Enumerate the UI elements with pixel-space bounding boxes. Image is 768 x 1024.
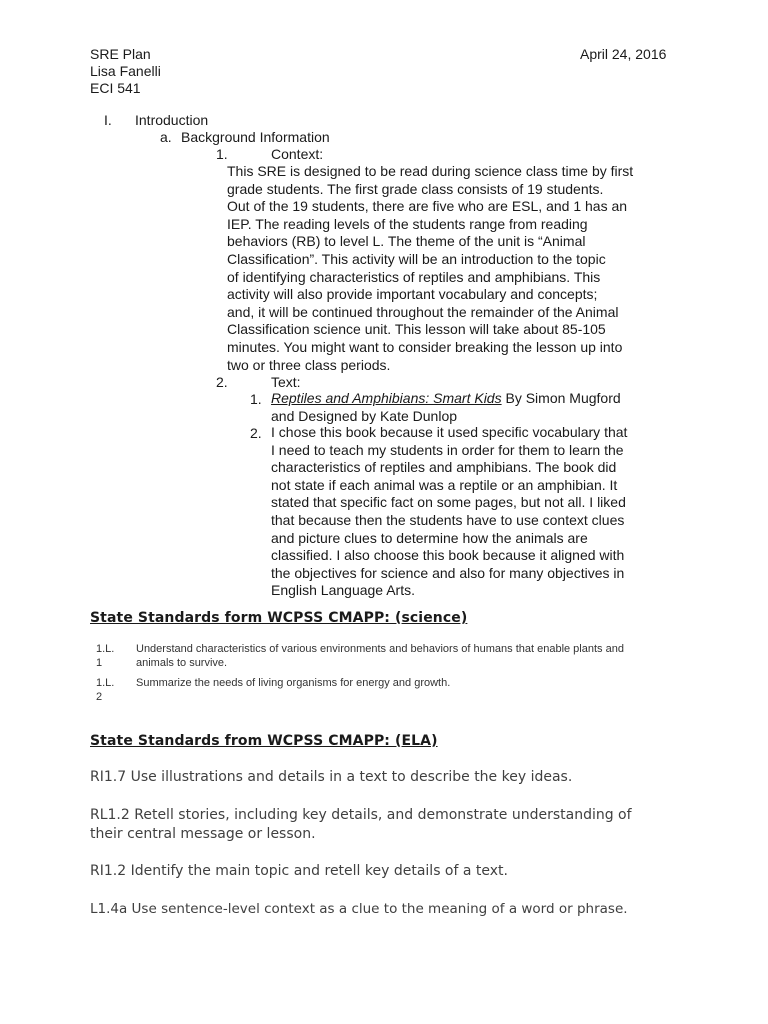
text-label: Text: — [271, 374, 301, 390]
reason-line: characteristics of reptiles and amphibians. The book did — [271, 459, 617, 476]
context-line: activity will also provide important vocabulary and concepts; — [227, 286, 598, 303]
standard-text-line: Understand characteristics of various environments and behaviors of humans that enable plants and — [136, 643, 624, 655]
reason-line: the objectives for science and also for many objectives in — [271, 564, 625, 581]
science-standard-text — [136, 676, 696, 690]
standard-text-line: Summarize the needs of living organisms for energy and growth. — [136, 677, 451, 689]
book-citation-line — [271, 390, 701, 408]
context-line: Classification science unit. This lesson will take about 85-105 — [227, 321, 606, 338]
science-standard-code — [96, 676, 122, 704]
context-line: of identifying characteristics of reptiles and amphibians. This — [227, 268, 601, 285]
book-citation — [271, 390, 701, 425]
context-line: This SRE is designed to be read during science class time by first — [227, 163, 634, 179]
ela-standard-l14a: L1.4a Use sentence-level context as a clue to the meaning of a word or phrase. — [90, 901, 628, 917]
context-line: IEP. The reading levels of the students range from reading — [227, 215, 588, 232]
context-line: two or three class periods. — [227, 356, 391, 373]
section-number: I. — [104, 112, 112, 128]
science-standard-text — [136, 642, 696, 670]
context-line: Out of the 19 students, there are five who are ESL, and 1 has an — [227, 198, 628, 215]
context-label: Context: — [271, 146, 324, 162]
subsection-number: a. — [160, 129, 172, 145]
document-title: SRE Plan — [90, 46, 151, 62]
standard-code-line: 1.L. — [96, 677, 115, 689]
ela-standard-ri12: RI1.2 Identify the main topic and retell key details of a text. — [90, 863, 508, 879]
author-name: Lisa Fanelli — [90, 63, 161, 79]
reason-line: classified. I also choose this book because it aligned with — [271, 547, 625, 564]
science-standards-heading: State Standards form WCPSS CMAPP: (science) — [90, 610, 468, 626]
book-designer: and Designed by Kate Dunlop — [271, 407, 458, 424]
context-line: behaviors (RB) to level L. The theme of the unit is “Animal — [227, 233, 586, 250]
context-line: grade students. The first grade class consists of 19 students. — [227, 180, 604, 197]
subsection-heading-background: Background Information — [181, 129, 330, 145]
standard-code-line: 2 — [96, 691, 103, 703]
context-line: Classification”. This activity will be an introduction to the topic — [227, 250, 606, 267]
document-date: April 24, 2016 — [580, 46, 667, 62]
context-line: and, it will be continued throughout the remainder of the Animal — [227, 303, 619, 320]
ela-standard-rl12-line1: RL1.2 Retell stories, including key details, and demonstrate understanding of — [90, 807, 632, 823]
reason-line: English Language Arts. — [271, 582, 415, 599]
ela-standard-rl12-line2: their central message or lesson. — [90, 826, 316, 842]
ela-standard-ri17: RI1.7 Use illustrations and details in a text to describe the key ideas. — [90, 769, 573, 785]
reason-line: not state if each animal was a reptile or an amphibian. It — [271, 476, 618, 493]
course-code: ECI 541 — [90, 80, 141, 96]
science-standard-code — [96, 642, 122, 670]
reason-line: I chose this book because it used specific vocabulary that — [271, 424, 628, 440]
book-title: Reptiles and Amphibians: Smart Kids — [271, 390, 502, 406]
context-paragraph — [227, 163, 697, 374]
reason-line: that because then the students have to use context clues — [271, 511, 625, 528]
book-item-number: 1. — [250, 391, 262, 407]
ela-standards-heading: State Standards from WCPSS CMAPP: (ELA) — [90, 733, 438, 749]
reason-line: stated that specific fact on some pages, but not all. I liked — [271, 494, 626, 511]
standard-text-line: animals to survive. — [136, 657, 228, 669]
context-number: 1. — [216, 146, 228, 162]
section-heading-introduction: Introduction — [135, 112, 209, 128]
book-author: By Simon Mugford — [501, 390, 621, 406]
context-line: minutes. You might want to consider breaking the lesson up into — [227, 338, 623, 355]
standard-code-line: 1 — [96, 657, 103, 669]
reason-line: and picture clues to determine how the animals are — [271, 529, 588, 546]
reason-paragraph — [271, 424, 701, 600]
reason-line: I need to teach my students in order for them to learn the — [271, 441, 624, 458]
standard-code-line: 1.L. — [96, 643, 115, 655]
reason-item-number: 2. — [250, 425, 262, 441]
text-number: 2. — [216, 374, 228, 390]
